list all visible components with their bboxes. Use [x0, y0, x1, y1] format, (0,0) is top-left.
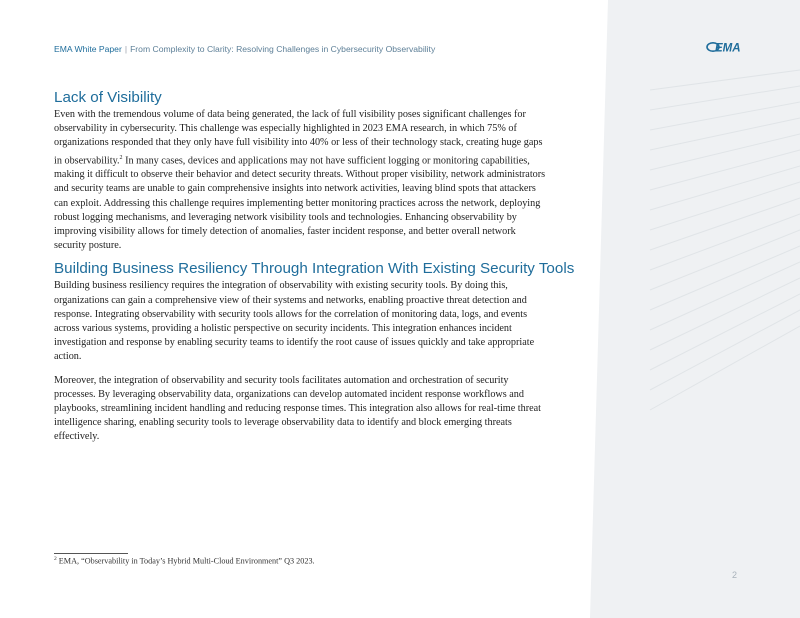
header-brand: EMA White Paper [54, 44, 122, 54]
footnote-marker: 2 [54, 556, 57, 562]
paragraph-lack-of-visibility [54, 108, 550, 253]
footnote [54, 556, 315, 566]
paragraph-business-resiliency-1: Building business resiliency requires the integration of observability with existing security tools. By doing this, organizations can gain a comprehensive view of their systems and networks, enabling proactive threat detection and response. Integrating observability with security tools allows for the correlation of monitoring data, logs, and events across various systems, providing a holistic perspective on security incidents. This integration enhances incident investigation and response by enabling security teams to identify the root cause of issues quickly and take appropriate action. [54, 280, 535, 363]
main-content [54, 88, 575, 445]
header-separator: | [124, 44, 128, 54]
paragraph-text: Even with the tremendous volume of data being generated, the lack of full visibility poses significant challenges for observability in cybersecurity. This challenge was especially highlighted in 2023 EMA research, in which 75% of organizations responded that they only have full visibility into 40% or less of their technology stack, creating huge gaps in observability. [54, 109, 543, 166]
section-heading-business-resiliency: Building Business Resiliency Through Integration With Existing Security Tools [54, 260, 575, 278]
header-subtitle: From Complexity to Clarity: Resolving Challenges in Cybersecurity Observability [130, 44, 436, 54]
section-heading-lack-of-visibility: Lack of Visibility [54, 89, 162, 106]
footnote-text: EMA, “Observability in Today’s Hybrid Multi-Cloud Environment” Q3 2023. [58, 556, 315, 566]
running-header [54, 44, 435, 54]
logo-text: EMA [715, 42, 741, 54]
decorative-background-panel [590, 0, 800, 618]
footnote-divider [54, 553, 128, 554]
page-number: 2 [732, 570, 738, 580]
footnote-reference[interactable]: 2 [119, 154, 123, 161]
paragraph-business-resiliency-2: Moreover, the integration of observability and security tools facilitates automation and orchestration of security processes. By leveraging observability data, organizations can develop automated incident response workflows and playbooks, streamlining incident handling and reducing response times. This integration also allows for real-time threat intelligence sharing, enabling security tools to leverage observability data to identify and block emerging threats effectively. [54, 374, 541, 443]
paragraph-text: In many cases, devices and applications may not have sufficient logging or monitoring capabilities, making it difficult to observe their behavior and detect security threats. Without proper visibility, network administrators and security teams are unable to gain comprehensive insights into network activities, leaving blind spots that attackers can exploit. Addressing this challenge requires implementing better monitoring practices across the network, deploying robust logging mechanisms, and leveraging network visibility tools and technologies. Enhancing observability by improving visibility allows for timely detection of anomalies, faster incident response, and better overall network security posture. [54, 155, 546, 252]
ema-logo [706, 40, 748, 54]
